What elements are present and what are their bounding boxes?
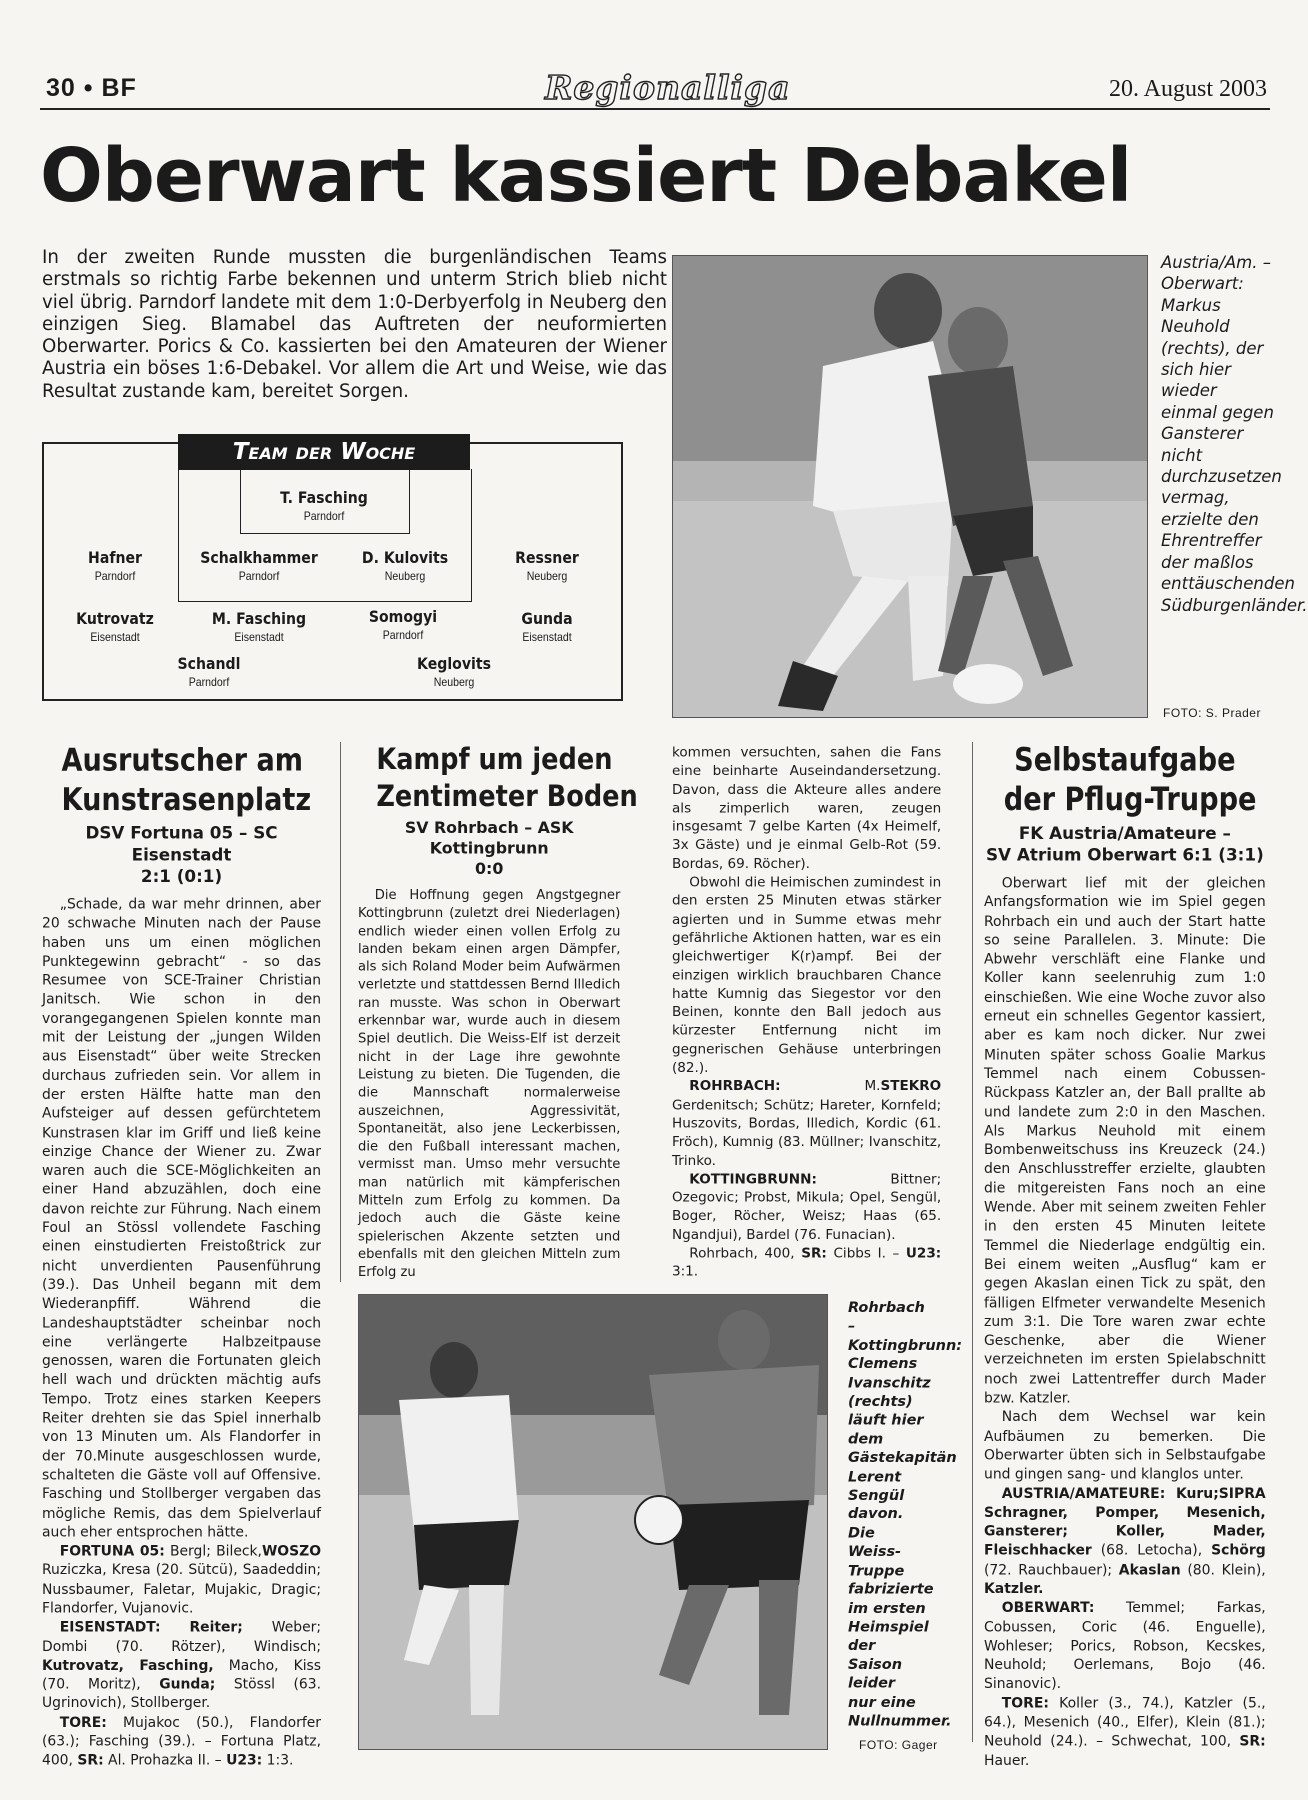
player-club: Parndorf <box>303 509 345 523</box>
photo-credit: FOTO: Gager <box>859 1738 938 1752</box>
lineup-player: Stössl (63. Ugrinovich), Stollberger. <box>42 1676 322 1712</box>
photo-caption: Rohrbach – Kottingbrunn: Clemens Ivanschitz (rechts) läuft hier dem Gästekapitän Lerent Sengül davon. Die Weiss-Truppe fabrizierte im ersten Heimspiel der Saison leider nur eine Nullnummer. <box>848 1298 963 1729</box>
referee-text: Hauer. <box>984 1752 1030 1769</box>
article-title-line: der Pflug-Truppe <box>1003 780 1257 819</box>
lineup-player: Katzler. <box>984 1581 1044 1597</box>
article-author: STEKRO <box>880 1078 942 1095</box>
player-club: Neuberg <box>384 569 426 583</box>
lineup-away <box>672 1171 941 1245</box>
player-club: Parndorf <box>382 628 424 642</box>
article-body: Oberwart lief mit der gleichen Anfangsformation wie im Spiel gegen Rohrbach ein und auch der Start hatte so seine Parallelen. 3. Minute: Die Abwehr verschläft eine Flanke und Koller kann seelenruhig zum 1:0 einschießen. Wie eine Woche zuvor also erneut ein schnelles Gegentor kassiert, aber es kam noch dicker. Nur zwei Minuten später schoss Goalie Markus Temmel nach einem Cobussen-Rückpass Katzler an, der Ball prallte ab und landete zum 2:0 in den Maschen. Als Markus Neuhold mit einem Bombenweitschuss ins Kreuzeck (24.) den Anschlusstreffer erzielte, glaubten die mitgereisten Fans noch an eine Wende. Aber mit seinem zweiten Fehler in den ersten 45 Minuten leitete Temmel die Niederlage endgültig ein. Bei einem weiten „Ausflug“ kam er gegen Akaslan einen Tick zu spät, den fälligen Elfmeter verwandelte Mesenich zum 3:1. Die Tore waren zwar echte Geschenke, aber die Wiener verzeichneten im ersten Spielabschnitt noch zwei Lattentreffer durch Mader bzw. Katzler. <box>984 875 1266 1407</box>
lineup-away <box>42 1619 321 1714</box>
article-title <box>61 740 312 819</box>
team-player <box>249 488 399 523</box>
team-player <box>40 548 190 583</box>
match-score: SV Atrium Oberwart 6:1 (3:1) <box>985 845 1264 866</box>
article-title-line: Zentimeter Boden <box>376 778 638 814</box>
photo-credit: FOTO: S. Prader <box>1163 706 1261 720</box>
page-number: 30 • BF <box>46 74 137 102</box>
article-rohrbach-kottingbrunn <box>358 740 638 1282</box>
header-rule <box>40 108 1270 110</box>
lineup-players: M. Gerdenitsch; Schütz; Hareter, Kornfeld; Huszovits, Bordas, Illedich, Kordic (61. Fröch), Kumnig (83. Müllner; Ivanschitz, Trinko. <box>672 1078 942 1169</box>
player-name: Schandl <box>177 654 241 673</box>
team-player <box>184 548 334 583</box>
match-facts <box>42 1714 321 1771</box>
player-name: Schalkhammer <box>200 548 318 567</box>
article-fortuna-eisenstadt <box>42 740 321 1771</box>
team-player <box>330 548 480 583</box>
team-player <box>472 548 622 583</box>
lineup-players: Bergl; Bileck, Ruziczka, Kresa (20. Sütcü), Saadeddin; Nussbaumer, Faletar, Mujakic, Dragic; Flandorfer, Vujanovic. <box>42 1543 322 1617</box>
article-title-line: Kunstrasenplatz <box>61 780 312 818</box>
referee-text: Cibbs I. – <box>833 1245 900 1262</box>
player-name: Kutrovatz <box>76 609 154 628</box>
venue-text: Rohrbach, 400, <box>689 1245 795 1262</box>
lineup-players: Bittner; Ozegovic; Probst, Mikula; Opel, Sengül, Boger, Röcher, Weisz; Haas (65. Ngandjui), Bardel (76. Funacian). <box>672 1171 942 1243</box>
player-club: Eisenstadt <box>234 630 284 644</box>
player-name: Ressner <box>515 548 579 567</box>
team-of-week-title: Team der Woche <box>178 434 470 470</box>
goals-label: TORE: <box>59 1714 107 1731</box>
match-photo-austria-oberwart <box>672 255 1148 718</box>
match-score: 0:0 <box>475 860 504 879</box>
player-name: Gunda <box>521 609 573 628</box>
player-name: T. Fasching <box>280 488 368 507</box>
match-facts <box>984 1695 1266 1771</box>
photo-illustration <box>359 1295 827 1749</box>
player-club: Neuberg <box>433 675 475 689</box>
column-rule <box>340 742 341 1282</box>
lineup-players: Temmel; Farkas, Cobussen, Coric (46. Enguelle), Wohleser; Porics, Robson, Kecskes, Neuhold; Oerlemans, Bojo (46. Sinanovic). <box>984 1600 1266 1693</box>
lineup-player: (68. Letocha), <box>1100 1543 1203 1559</box>
match-score: 2:1 (0:1) <box>140 867 223 887</box>
lineup-player: Kutrovatz, Fasching, <box>42 1657 214 1674</box>
player-name: Hafner <box>88 548 142 567</box>
article-title-line: Ausrutscher am <box>61 740 304 779</box>
team-player <box>40 609 190 644</box>
article-body: Obwohl die Heimischen zumindest in den ersten 25 Minuten etwas stärker agierten und in Summe etwas mehr gefährliche Aktionen hatten, war es ein gleichwertiger K(r)ampf. Bei der einzigen wirklich brauchbaren Chance hatte Kumnig das Siegestor vor den Beinen, konnte den Ball jedoch aus kürzester Entfernung nicht im gegnerischen Gehäuse unterbringen (82.). <box>672 874 942 1076</box>
article-title-line: Kampf um jeden <box>376 740 613 777</box>
player-name: Somogyi <box>368 607 438 626</box>
match-photo-rohrbach-kottingbrunn <box>358 1294 828 1750</box>
match-teams: FK Austria/Amateure – <box>1018 824 1231 844</box>
player-name: Keglovits <box>417 654 491 673</box>
article-body: kommen versuchten, sahen die Fans eine beinharte Auseindandersetzung. Davon, dass die Akteure alles andere als zimperlich waren, zeugen insgesamt 7 gelbe Karten (4x Heimelf, 3x Gäste) und je einmal Gelb-Rot (59. Bordas, 69. Röcher). <box>672 744 942 872</box>
lede-paragraph: In der zweiten Runde mussten die burgenländischen Teams erstmals so richtig Farbe bekennen und unterm Strich blieb nicht viel übrig. Parndorf landete mit dem 1:0-Derbyerfolg in Neuberg den einzigen Sieg. Blamabel das Auftreten der neuformierten Oberwarter. Porics & Co. kassierten bei den Amateuren der Wiener Austria ein böses 1:6-Debakel. Vor allem die Art und Weise, wie das Resultat zustande kam, bereitet Sorgen. <box>42 247 667 402</box>
player-club: Parndorf <box>188 675 230 689</box>
lineup-player: Reiter; <box>189 1619 243 1636</box>
lineup-player: Akaslan <box>1118 1562 1181 1578</box>
referee-text: Al. Prohazka II. – <box>108 1752 222 1769</box>
article-rohrbach-kottingbrunn-continued <box>672 744 941 1282</box>
goals-label: TORE: <box>1001 1695 1049 1712</box>
player-name: M. Fasching <box>211 609 307 628</box>
team-player <box>184 609 334 644</box>
team-player <box>328 607 478 642</box>
issue-date: 20. August 2003 <box>1108 76 1267 102</box>
lineup-label: ROHRBACH: <box>689 1078 781 1095</box>
photo-illustration <box>673 256 1147 717</box>
lineup-player: Macho, Kiss (70. Moritz), <box>42 1657 322 1693</box>
referee-label: SR: <box>801 1245 827 1262</box>
headline: Oberwart kassiert Debakel <box>40 133 1132 219</box>
player-club: Parndorf <box>94 569 136 583</box>
match-teams: SV Rohrbach – ASK Kottingbrunn <box>404 819 574 859</box>
photo-caption: Austria/Am. – Oberwart: Markus Neuhold (rechts), der sich hier wieder einmal gegen Gansterer nicht durchzusetzen vermag, erzielte den Ehrentreffer der maßlos enttäuschenden Südburgenländer. <box>1161 253 1308 615</box>
referee-label: SR: <box>77 1752 104 1769</box>
player-name: D. Kulovits <box>361 548 449 567</box>
lineup-player: (80. Klein), <box>1187 1562 1266 1578</box>
column-rule <box>972 742 973 1742</box>
player-club: Eisenstadt <box>522 630 572 644</box>
u23-label: U23: <box>226 1752 263 1769</box>
u23-label: U23: <box>905 1245 942 1262</box>
goals-text: Koller (3., 74.), Katzler (5., 64.), Mesenich (40., Elfer), Klein (81.); Neuhold (24.). – Schwechat, 100, <box>984 1695 1266 1750</box>
lineup-label: FORTUNA 05: <box>59 1543 165 1560</box>
lineup-label: AUSTRIA/AMATEURE: <box>1001 1485 1166 1502</box>
team-player <box>379 654 529 689</box>
team-player <box>134 654 284 689</box>
lineup-player: (72. Rauchbauer); <box>984 1562 1113 1578</box>
section-title: Regionalliga <box>545 68 791 107</box>
lineup-label: EISENSTADT: <box>59 1619 161 1636</box>
goals-text: Mujakoc (50.), Flandorfer (63.); Fasching (39.). – Fortuna Platz, 400, <box>42 1714 322 1769</box>
player-club: Parndorf <box>238 569 280 583</box>
article-body: „Schade, da war mehr drinnen, aber 20 schwache Minuten nach der Pause haben uns um einen möglichen Punktegewinn gebracht“ - so das Resumee von SCE-Trainer Christian Janitsch. Wie schon in den vorangegangenen Spielen konnte man mit der Leistung der „jungen Wilden aus Eisenstadt“ über weite Strecken durchaus zufrieden sein. Vor allem in der ersten Hälfte hatte man den Aufsteiger auf dessen gefürchtetem Kunstrasen klar im Griff und ließ keine einzige Chance der Wiener zu. Zwar waren auch die SCE-Möglichkeiten an einer Hand abzuzählen, doch eine davon reichte zur Führung. Nach einem Foul an Stössl vollendete Fasching einen einstudierten Freistoßtrick zur nicht unverdienten Pausenführung (39.). Das Unheil begann mit dem Wiederanpfiff. Während die Landeshauptstädter scheinbar noch eine verlängerte Halbzeitpause genossen, waren die Fortunaten gleich hell wach und drückten mächtig aufs Tempo. Trotz eines starken Keepers Reiter drehten sie das Spiel innerhalb von 13 Minuten um. Als Flandorfer in der 70.Minute ausgeschlossen wurde, schalteten die Gäste voll auf Offensive. Fasching und Stollberger vergaben das mögliche Remis, das dem Spielverlauf auch eher entsprochen hätte. <box>42 896 322 1541</box>
player-club: Neuberg <box>526 569 568 583</box>
match-teams: DSV Fortuna 05 – SC Eisenstadt <box>85 823 278 866</box>
article-author: SIPRA <box>1218 1485 1266 1502</box>
article-austria-oberwart <box>984 740 1266 1771</box>
team-player <box>472 609 622 644</box>
article-title <box>376 740 638 814</box>
article-title <box>1003 740 1257 819</box>
lineup-label: OBERWART: <box>1001 1600 1095 1617</box>
article-title-line: Selbstaufgabe <box>1014 740 1236 779</box>
u23-score: 3:1. <box>672 1264 699 1280</box>
lineup-away <box>984 1599 1266 1694</box>
lineup-player: Schörg <box>1211 1543 1266 1559</box>
match-facts <box>672 1245 941 1282</box>
u23-score: 1:3. <box>266 1752 294 1769</box>
article-author: WOSZO <box>261 1543 322 1560</box>
lineup-player: Gunda; <box>159 1676 216 1693</box>
lineup-label: KOTTINGBRUNN: <box>689 1171 817 1188</box>
lineup-player: Kuru; Schragner, Pomper, Mesenich, Gansterer; Koller, Mader, Fleischhacker <box>984 1485 1266 1559</box>
referee-label: SR: <box>1239 1733 1266 1750</box>
player-club: Eisenstadt <box>90 630 140 644</box>
lineup-player: Weber; Dombi (70. Rötzer), Windisch; <box>42 1619 322 1655</box>
article-body: Nach dem Wechsel war kein Aufbäumen zu bemerken. Die Oberwarter übten sich in Selbstaufgabe und gingen sang- und klanglos unter. <box>984 1409 1266 1483</box>
article-body: Die Hoffnung gegen Angstgegner Kottingbrunn (zuletzt drei Niederlagen) endlich wieder einen vollen Erfolg zu landen bekam einen argen Dämpfer, als sich Roland Moder beim Aufwärmen verletzte und stattdessen Bernd Illedich ran musste. Was schon in Oberwart erkennbar war, wurde auch in diesem Spiel deutlich. Die Weiss-Elf ist derzeit nicht in der Lage ihre gewohnte Leistung zu bieten. Die Tugenden, die die Mannschaft normalerweise auszeichnen, Aggressivität, Spontaneität, also jene Leckerbissen, die den Fußball interessant machen, vermisst man. Umso mehr versuchte man natürlich mit kämpferischen Mitteln zum Erfolg zu kommen. Da jedoch auch die Gäste keine spielerischen Akzente setzten und ebenfalls mit den gleichen Mitteln zum Erfolg zu <box>358 887 621 1280</box>
